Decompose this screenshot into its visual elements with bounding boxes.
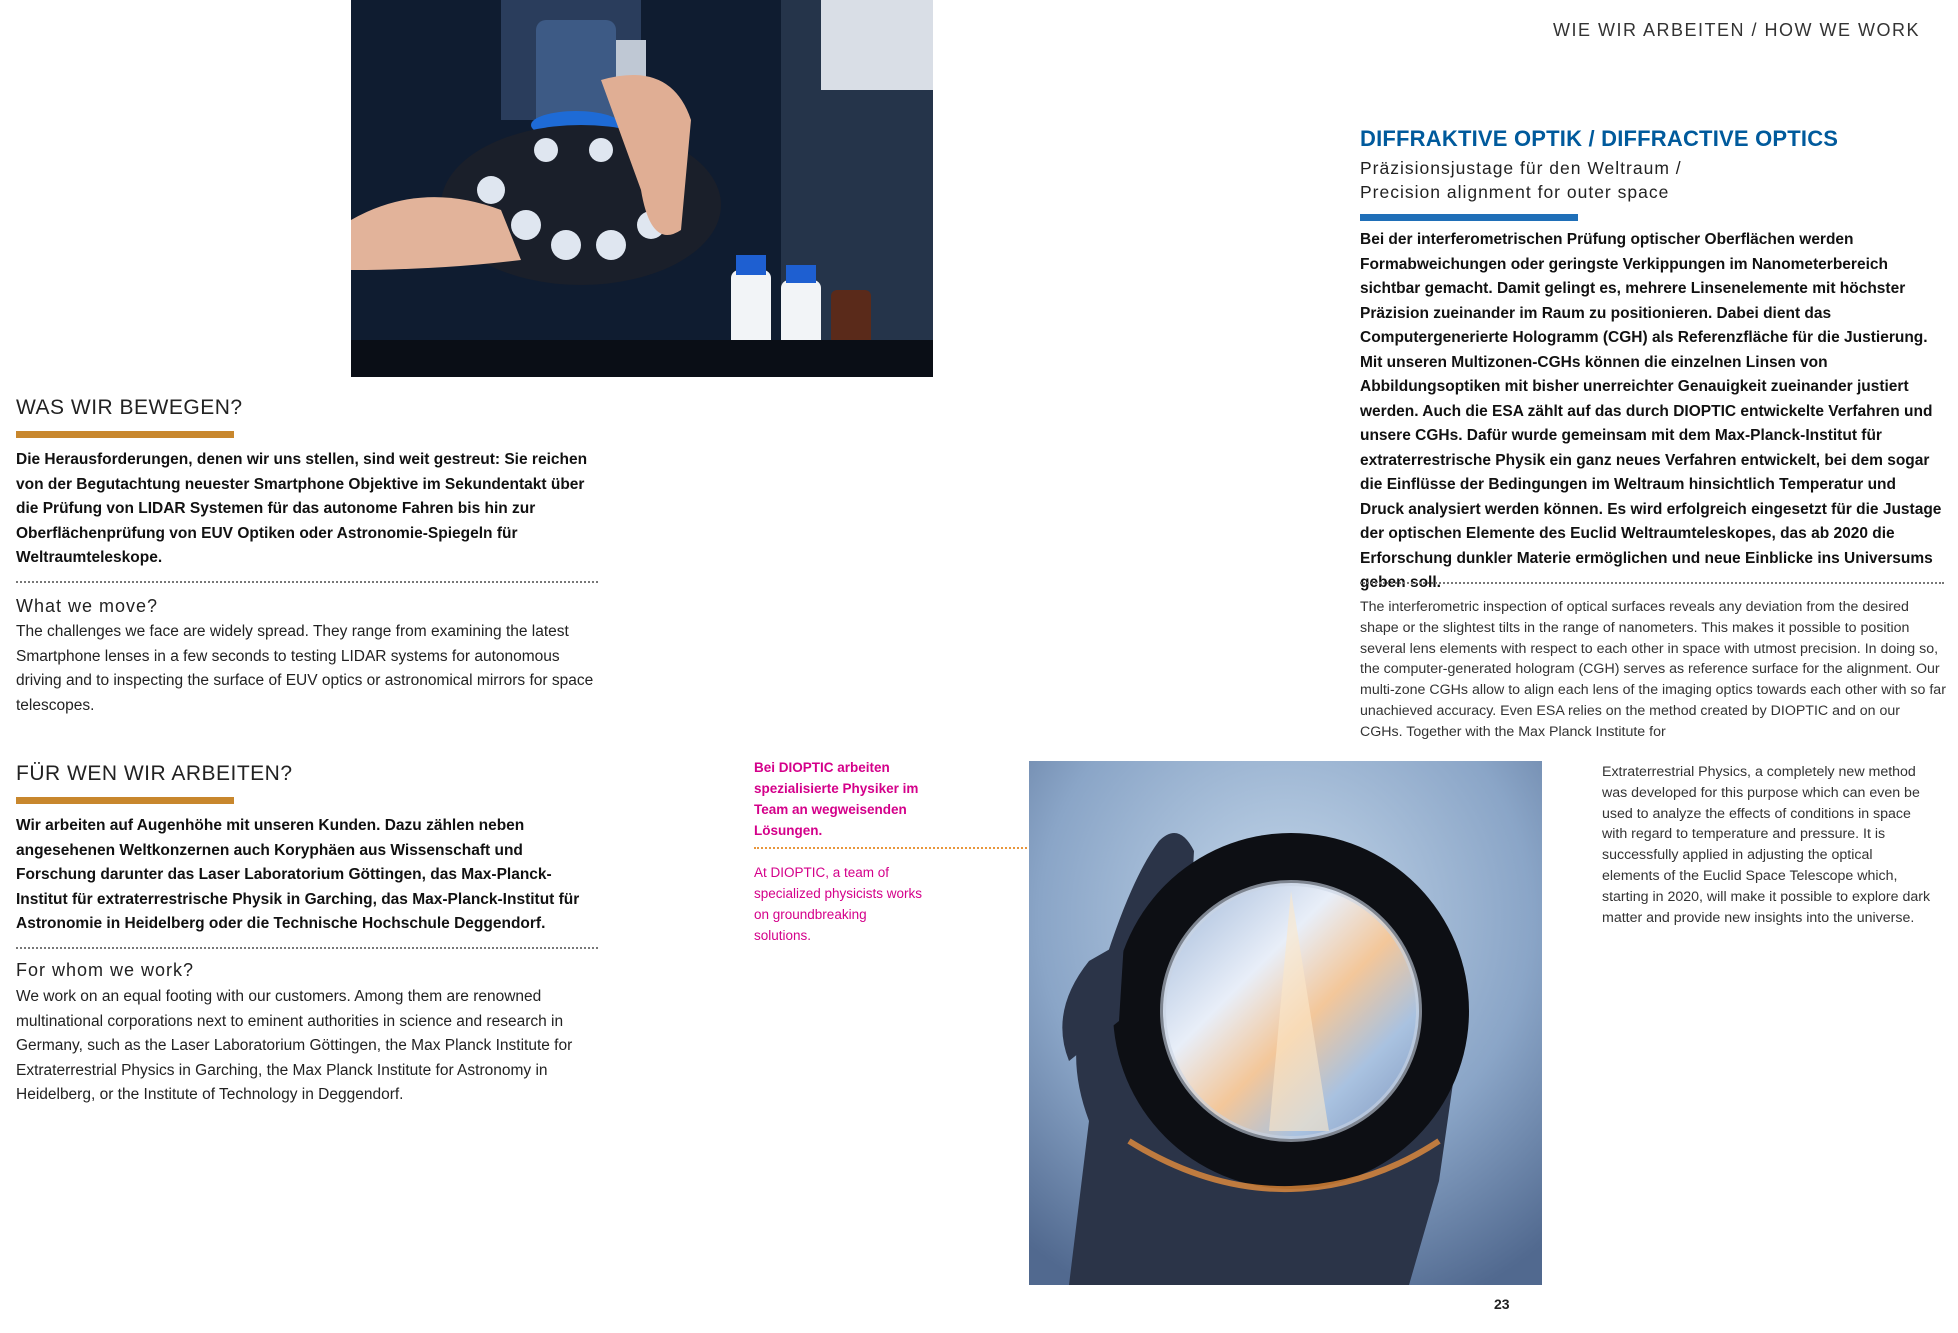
- diffractive-optics-subheading-en: Precision alignment for outer space: [1360, 182, 1670, 202]
- cgh-lens-illustration: [1029, 761, 1542, 1285]
- page-header-title: WIE WIR ARBEITEN / HOW WE WORK: [1553, 20, 1920, 40]
- page-number: 23: [1494, 1296, 1510, 1312]
- section-heading-for-whom-de: FÜR WEN WIR ARBEITEN?: [16, 762, 293, 785]
- diffractive-optics-body-en-part2: Extraterrestrial Physics, a completely new method was developed for this purpose which can even be used to analyze the effects of conditions in space with regard to temperature and pressure. It is successfully applied in adjusting the optical elements of the Euclid Space Telescope which, starting in 2020, will make it possible to explore dark matter and provide new insights into the universe.: [1602, 764, 1931, 926]
- section-body-for-whom-de: Wir arbeiten auf Augenhöhe mit unseren Kunden. Dazu zählen neben angesehenen Weltkonzernen auch Koryphäen aus Wissenschaft und Forschung darunter das Laser Laboratorium Göttingen, das Max-Planck-Institut für extraterrestrische Physik in Garching, das Max-Planck-Institut für Astronomie in Heidelberg oder die Technische Hochschule Deggendorf.: [16, 817, 580, 932]
- lab-instrument-photo: [351, 0, 933, 377]
- diffractive-optics-body-en-part1: The interferometric inspection of optical surfaces reveals any deviation from the desired shape or the slightest tilts in the range of nanometers. This makes it possible to position several lens elements with respect to each other in space with utmost precision. In doing so, the computer-generated hologram (CGH) serves as reference surface for the alignment. Our multi-zone CGHs allow to align each lens of the imaging optics towards each other with so far unachieved accuracy. Even ESA relies on the method created by DIOPTIC and on our CGHs. Together with the Max Planck Institute for: [1360, 599, 1946, 740]
- heading-underline-orange: [16, 797, 234, 804]
- section-heading-what-we-move-de: WAS WIR BEWEGEN?: [16, 396, 243, 419]
- dotted-divider: [1360, 582, 1944, 584]
- photo-caption-en: At DIOPTIC, a team of specialized physicists works on groundbreaking solutions.: [754, 865, 923, 943]
- lab-instrument-illustration: [351, 0, 933, 377]
- cgh-lens-photo: [1029, 761, 1542, 1285]
- heading-underline-orange: [16, 431, 234, 438]
- section-heading-what-we-move-en: What we move?: [16, 596, 159, 616]
- heading-underline-blue: [1360, 214, 1578, 221]
- section-body-for-whom-en: We work on an equal footing with our customers. Among them are renowned multinational corporations next to eminent authorities in science and research in Germany, such as the Laser Laboratorium Göttingen, the Max Planck Institute for Extraterrestrial Physics in Garching, the Max Planck Institute for Astronomy in Heidelberg, or the Institute of Technology in Deggendorf.: [16, 988, 573, 1103]
- diffractive-optics-heading: DIFFRAKTIVE OPTIK / DIFFRACTIVE OPTICS: [1360, 126, 1839, 151]
- dotted-divider: [16, 947, 598, 949]
- dotted-divider: [16, 581, 598, 583]
- diffractive-optics-subheading-de: Präzisionsjustage für den Weltraum /: [1360, 158, 1682, 178]
- section-body-what-we-move-de: Die Herausforderungen, denen wir uns stellen, sind weit gestreut: Sie reichen von der Begutachtung neuester Smartphone Objektive im Sekundentakt über die Prüfung von LIDAR Systemen für das autonome Fahren bis hin zur Oberflächenprüfung von EUV Optiken oder Astronomie-Spiegeln für Weltraumteleskope.: [16, 451, 588, 566]
- diffractive-optics-body-de: Bei der interferometrischen Prüfung optischer Oberflächen werden Formabweichungen oder geringste Verkippungen im Nanometerbereich sichtbar gemacht. Damit gelingt es, mehrere Linsenelemente mit höchster Präzision zueinander im Raum zu positionieren. Dabei dient das Computergenerierte Hologramm (CGH) als Referenzfläche für die Justierung. Mit unseren Multizonen-CGHs können die einzelnen Linsen von Abbildungsoptiken mit bisher unerreichter Genauigkeit zueinander justiert werden. Auch die ESA zählt auf das durch DIOPTIC entwickelte Verfahren und unsere CGHs. Dafür wurde gemeinsam mit dem Max-Planck-Institut für extraterrestrische Physik ein ganz neues Verfahren entwickelt, bei dem sogar die Einflüsse der Bedingungen im Weltraum hinsichtlich Temperatur und Druck analysiert werden können. Es wird erfolgreich eingesetzt für die Justage der optischen Elemente des Euclid Weltraumteleskopes, das ab 2020 die Erforschung dunkler Materie ermöglichen und neue Einblicke ins Universums geben soll.: [1360, 231, 1942, 591]
- photo-caption-de: Bei DIOPTIC arbeiten spezialisierte Physiker im Team an wegweisenden Lösungen.: [754, 760, 919, 838]
- section-heading-for-whom-en: For whom we work?: [16, 960, 195, 980]
- section-body-what-we-move-en: The challenges we face are widely spread. They range from examining the latest Smartphone lenses in a few seconds to testing LIDAR systems for autonomous driving and to inspecting the surface of EUV optics or astronomical mirrors for space telescopes.: [16, 623, 594, 714]
